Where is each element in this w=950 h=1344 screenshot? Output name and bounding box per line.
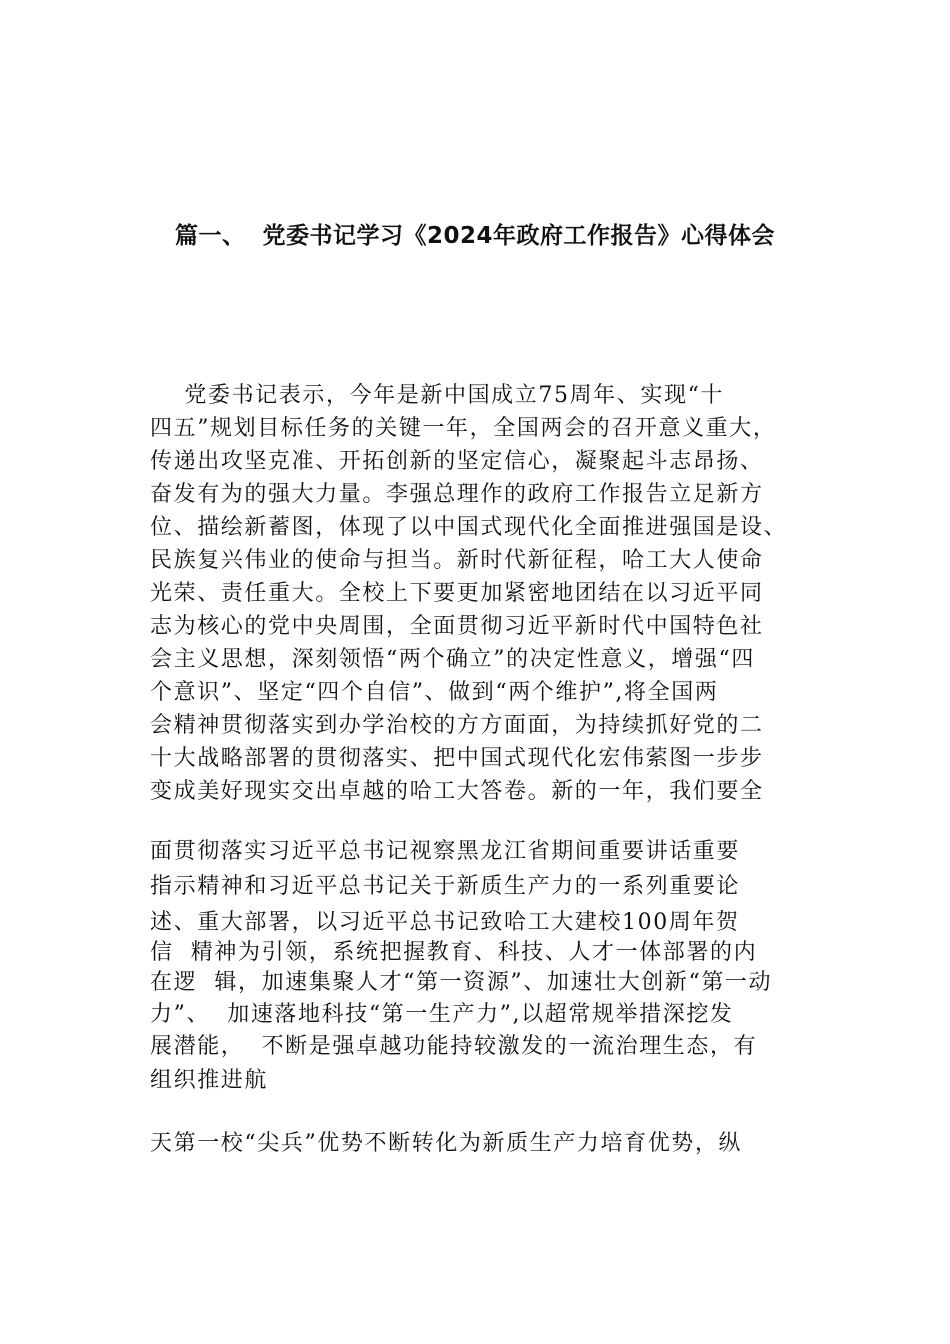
paragraph-1-line: 会主义思想，深刻领悟“两个确立”的决定性意义，增强“四 <box>150 647 755 672</box>
paragraph-1-line: 会精神贯彻落实到办学治校的方方面面，为持续抓好党的二 <box>150 713 764 738</box>
paragraph-2-line: 信 精神为引领，系统把握教育、科技、人才一体部署的内 <box>150 940 758 965</box>
paragraph-2-line: 在逻 辑，加速集聚人才“第一资源”、加速壮大创新“第一动 <box>150 970 773 995</box>
paragraph-1-line: 光荣、责任重大。全校上下要更加紧密地团结在以习近平同 <box>150 581 764 606</box>
paragraph-1-line: 党委书记表示，今年是新中国成立75周年、实现“十 <box>150 383 725 408</box>
paragraph-1-line: 民族复兴伟业的使命与担当。新时代新征程，哈工大人使命 <box>150 548 764 573</box>
paragraph-2-line: 力”、 加速落地科技“第一生产力”,以超常规举措深挖发 <box>150 1002 734 1027</box>
paragraph-3-line: 天第一校“尖兵”优势不断转化为新质生产力培育优势，纵 <box>150 1131 743 1156</box>
paragraph-2-line: 指示精神和习近平总书记关于新质生产力的一系列重要论 <box>150 874 741 899</box>
paragraph-1-line: 个意识”、坚定“四个自信”、做到“两个维护”,将全国两 <box>150 680 719 705</box>
paragraph-1-line: 变成美好现实交出卓越的哈工大答卷。新的一年，我们要全 <box>150 779 764 804</box>
paragraph-2-line: 述、重大部署，以习近平总书记致哈工大建校100周年贺 <box>150 910 740 935</box>
paragraph-1-line: 十大战略部署的贯彻落实、把中国式现代化宏伟萦图一步步 <box>150 746 764 771</box>
paragraph-2-line: 展潜能， 不断是强卓越功能持较激发的一流治理生态，有 <box>150 1034 758 1059</box>
paragraph-1-line: 奋发有为的强大力量。李强总理作的政府工作报告立足新方 <box>150 482 764 507</box>
paragraph-1-line: 四五”规划目标任务的关键一年，全国两会的召开意义重大， <box>150 416 777 441</box>
paragraph-1-line: 位、描绘新蓄图，体现了以中国式现代化全面推进强国是设、 <box>150 515 788 540</box>
paragraph-2-line: 组织推进航 <box>150 1068 269 1093</box>
paragraph-2-line: 面贯彻落实习近平总书记视察黑龙江省期间重要讲话重要 <box>150 839 741 864</box>
paragraph-1-line: 传递出攻坚克准、开拓创新的坚定信心，凝聚起斗志昂扬、 <box>150 449 764 474</box>
paragraph-1-line: 志为核心的党中央周围，全面贯彻习近平新时代中国特色社 <box>150 614 764 639</box>
document-title: 篇一、 党委书记学习《2024年政府工作报告》心得体会 <box>174 223 776 249</box>
